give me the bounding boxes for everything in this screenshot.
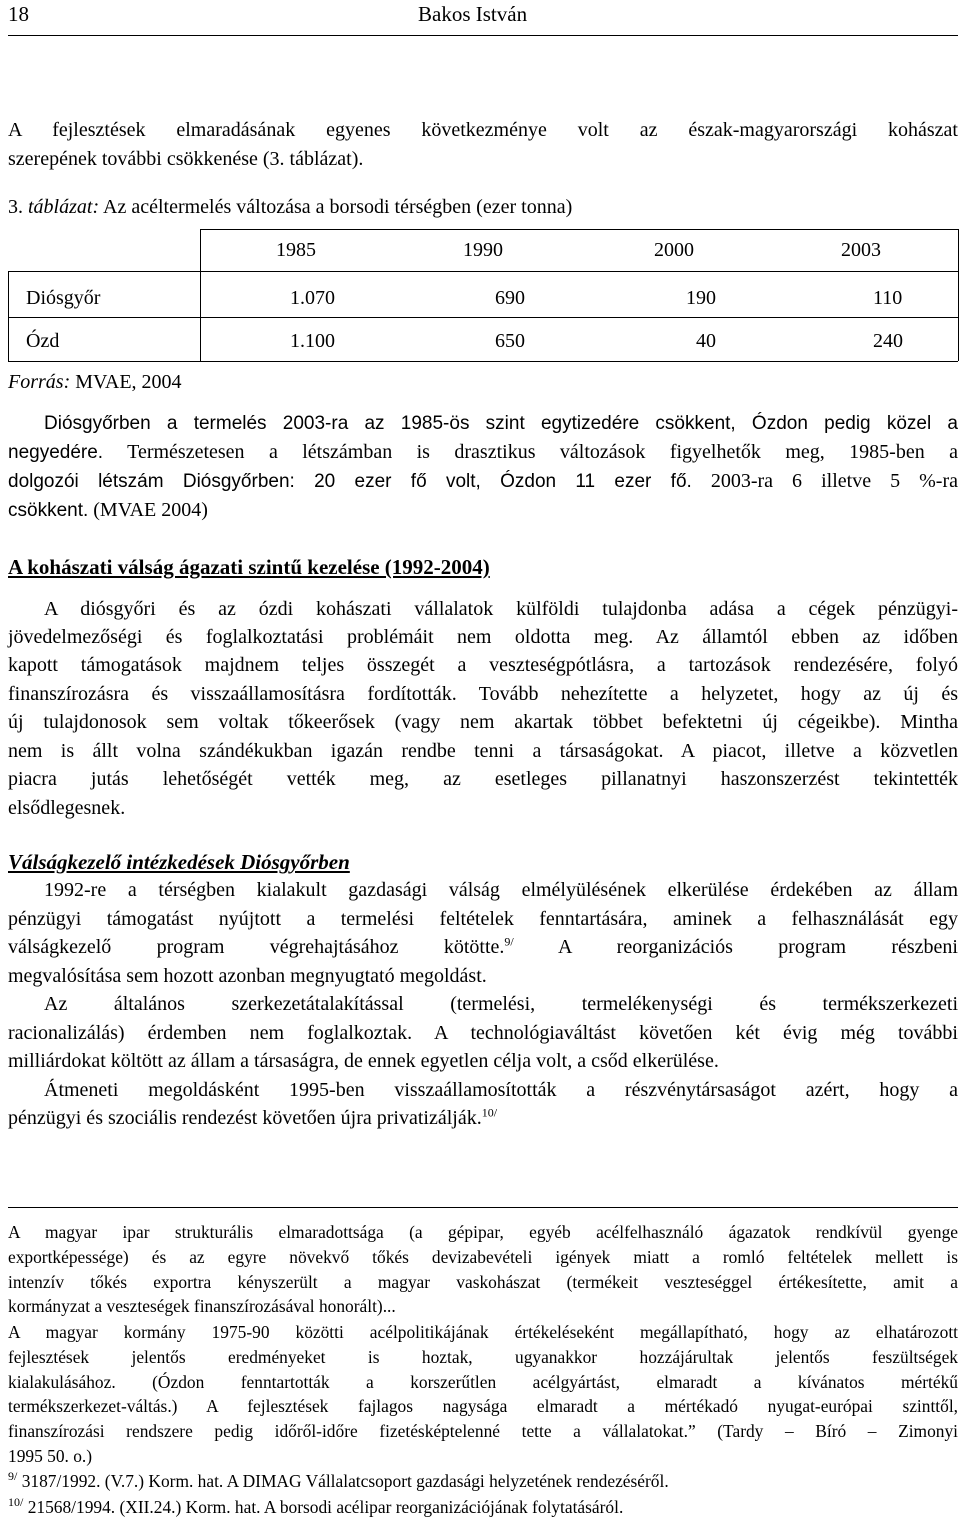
section1-line-7: piacra jutás lehetőségét vették meg, az esetleges pillanatnyi haszonszerzést tekintették <box>8 768 958 790</box>
table-source-text: MVAE, 2004 <box>70 371 182 393</box>
section1-line-6: nem is állt volna szándékukban igazán rendbe tenni a társaságokat. A piacot, illetve a közvetlen <box>8 740 958 762</box>
para-sans-line-4: csökkent. (MVAE 2004) <box>8 499 208 521</box>
table-rule-right <box>958 229 959 361</box>
footnote-10: $^{10/}$ 21568/1994. (XII.24.) Korm. hat. A borsodi acélipar reorganizációjának folytatásáról. <box>8 1495 624 1517</box>
table-rule-bottom <box>8 361 958 362</box>
footnote-2-line-3: kialakulásához. (Ózdon fenntartották a korszerűtlen acélgyártást, elmaradt a kívánatos mértékű <box>8 1372 958 1392</box>
footnote-ref-9[interactable]: 9/ <box>504 934 514 949</box>
footnote-1-line-4: kormányzat a veszteségek finanszírozásával honorált)... <box>8 1296 396 1316</box>
page-number: 18 <box>8 2 29 26</box>
table-rule-top <box>200 229 958 230</box>
table-cell: 110 <box>873 287 903 309</box>
table-year-2000: 2000 <box>654 239 694 261</box>
para-sans-line-1: Diósgyőrben a termelés 2003-ra az 1985-ös szint egytizedére csökkent, Ózdon pedig közel a <box>44 413 958 434</box>
footnote-1-line-1: A magyar ipar strukturális elmaradottsága (a gépipar, egyéb acélfelhasználó ágazatok rendkívül gyenge <box>8 1222 958 1242</box>
section1-line-3: kapott támogatások majdnem teljes összegét a veszteségpótlásra, a tartozások rendezésére, folyó <box>8 654 958 676</box>
para-sans-line-3: dolgozói létszám Diósgyőrben: 20 ezer fő volt, Ózdon 11 ezer fő. 2003-ra 6 illetve 5 %-ra <box>8 470 958 492</box>
footnote-ref-10[interactable]: 10/ <box>481 1105 498 1120</box>
section1-line-5: új tulajdonosok sem voltak tőkeerősek (vagy nem akartak többet befektetni új cégeikbe). Mintha <box>8 711 958 733</box>
section2-p2-line-3: milliárdokat költött az állam a társaságra, de ennek egyetlen célja volt, a csőd elkerülése. <box>8 1050 719 1072</box>
footnote-9: $^{9/}$ 3187/1992. (V.7.) Korm. hat. A DIMAG Vállalatcsoport gazdasági helyzetének rendezéséről. <box>8 1469 669 1491</box>
section1-line-1: A diósgyőri és az ózdi kohászati vállalatok külföldi tulajdonba adása a cégek pénzügyi- <box>44 598 958 620</box>
section1-line-8: elsődlegesnek. <box>8 797 126 819</box>
section2-p2-line-1: Az általános szerkezetátalakítással (termelési, termelékenységi és termékszerkezeti <box>44 993 958 1015</box>
section2-p1-line-1: 1992-re a térségben kialakult gazdasági válság elmélyülésének elkerülése érdekében az állam <box>44 879 958 901</box>
table-cell: 190 <box>686 287 716 309</box>
running-header-author: Bakos István <box>418 2 528 26</box>
header-rule <box>8 35 958 36</box>
para-sans-line-2: negyedére. Természetesen a létszámban is drasztikus változások figyelhetők meg, 1985-ben a <box>8 441 958 463</box>
section1-line-2: jövedelmezőségi és foglalkoztatási problémáit nem oldotta meg. Az államtól ebben az időben <box>8 626 958 648</box>
table-cell: 1.070 <box>290 287 335 309</box>
footnote-10-mark: 10/ <box>8 1495 24 1510</box>
section-title-crisis-management: A kohászati válság ágazati szintű kezelése (1992-2004) <box>8 555 490 579</box>
table-row-name: Diósgyőr <box>26 287 101 309</box>
footnote-9-mark: 9/ <box>8 1469 18 1484</box>
table-year-2003: 2003 <box>841 239 881 261</box>
section1-line-4: finanszírozásra és visszaállamosításra fordították. Tovább nehezítette a helyzetet, hogy az új és <box>8 683 958 705</box>
table-row-name: Ózd <box>26 330 60 352</box>
table-rule-row1 <box>8 317 958 318</box>
footnote-2-line-2: fejlesztések jelentős eredményeket is hoztak, ugyanakkor hozzájárultak jelentős feszültségek <box>8 1347 958 1367</box>
table-rule-left <box>8 271 9 361</box>
table-caption <box>8 193 572 222</box>
section2-p2-line-2: racionalizálás) érdemben nem foglalkoztak. A technológiaváltást követően két évig még további <box>8 1022 958 1044</box>
section2-p3-line-2: pénzügyi és szociális rendezést követően újra privatizálják.$^{10/}$ <box>8 1105 498 1129</box>
footnote-1-line-2: exportképessége) és az egyre növekvő tőkés devizabevételi igények miatt a romló feltételek mellett is <box>8 1247 958 1267</box>
section2-p1-line-3: válságkezelő program végrehajtásához kötötte.$^{9/}$ A reorganizációs program részbeni <box>8 934 958 958</box>
footnote-1-line-3: intenzív tőkés exportra kényszerült a magyar vaskohászat (termékeit veszteséggel értékesítette, amit a <box>8 1272 958 1292</box>
table-caption-text: Az acéltermelés változása a borsodi térségben (ezer tonna) <box>99 196 573 218</box>
table-caption-number: 3. <box>8 196 28 218</box>
table-cell: 240 <box>873 330 903 352</box>
table-year-1990: 1990 <box>463 239 503 261</box>
footnote-2-line-4: termékszerkezet-váltás.) A fejlesztések fajlagos nagysága elmaradt a mértékadó nyugat-európai szinttől, <box>8 1396 958 1416</box>
footnote-2-line-5: finanszírozási rendszere pedig időről-időre fizetésképtelenné tette a vállalatokat.” (Tardy – Bíró – Zimonyi <box>8 1421 958 1441</box>
table-source-label: Forrás: <box>8 371 71 393</box>
table-rule-header <box>8 271 958 272</box>
table-cell: 40 <box>696 330 716 352</box>
table-cell: 650 <box>495 330 525 352</box>
footnote-2-line-1: A magyar kormány 1975-90 közötti acélpolitikájának értékeléseként megállapítható, hogy az elhatározott <box>8 1322 958 1342</box>
footnote-2-line-6: 1995 50. o.) <box>8 1446 93 1466</box>
table-year-1985: 1985 <box>276 239 316 261</box>
intro-line-2: szerepének további csökkenése (3. táblázat). <box>8 148 364 170</box>
footnote-rule <box>8 1207 958 1208</box>
section2-p3-line-1: Átmeneti megoldásként 1995-ben visszaállamosították a részvénytársaságot azért, hogy a <box>44 1079 958 1101</box>
table-caption-label: táblázat: <box>28 196 100 218</box>
table-cell: 690 <box>495 287 525 309</box>
table-cell: 1.100 <box>290 330 335 352</box>
table-source <box>8 368 182 397</box>
section2-p1-line-2: pénzügyi támogatást nyújtott a termelési feltételek fenntartására, aminek a felhasználását egy <box>8 908 958 930</box>
section-title-diosgyor-measures: Válságkezelő intézkedések Diósgyőrben <box>8 850 350 874</box>
table-rule-col1 <box>200 229 201 361</box>
intro-line-1: A fejlesztések elmaradásának egyenes következménye volt az észak-magyarországi kohászat <box>8 119 958 141</box>
section2-p1-line-4: megvalósítása sem hozott azonban megnyugtató megoldást. <box>8 965 487 987</box>
